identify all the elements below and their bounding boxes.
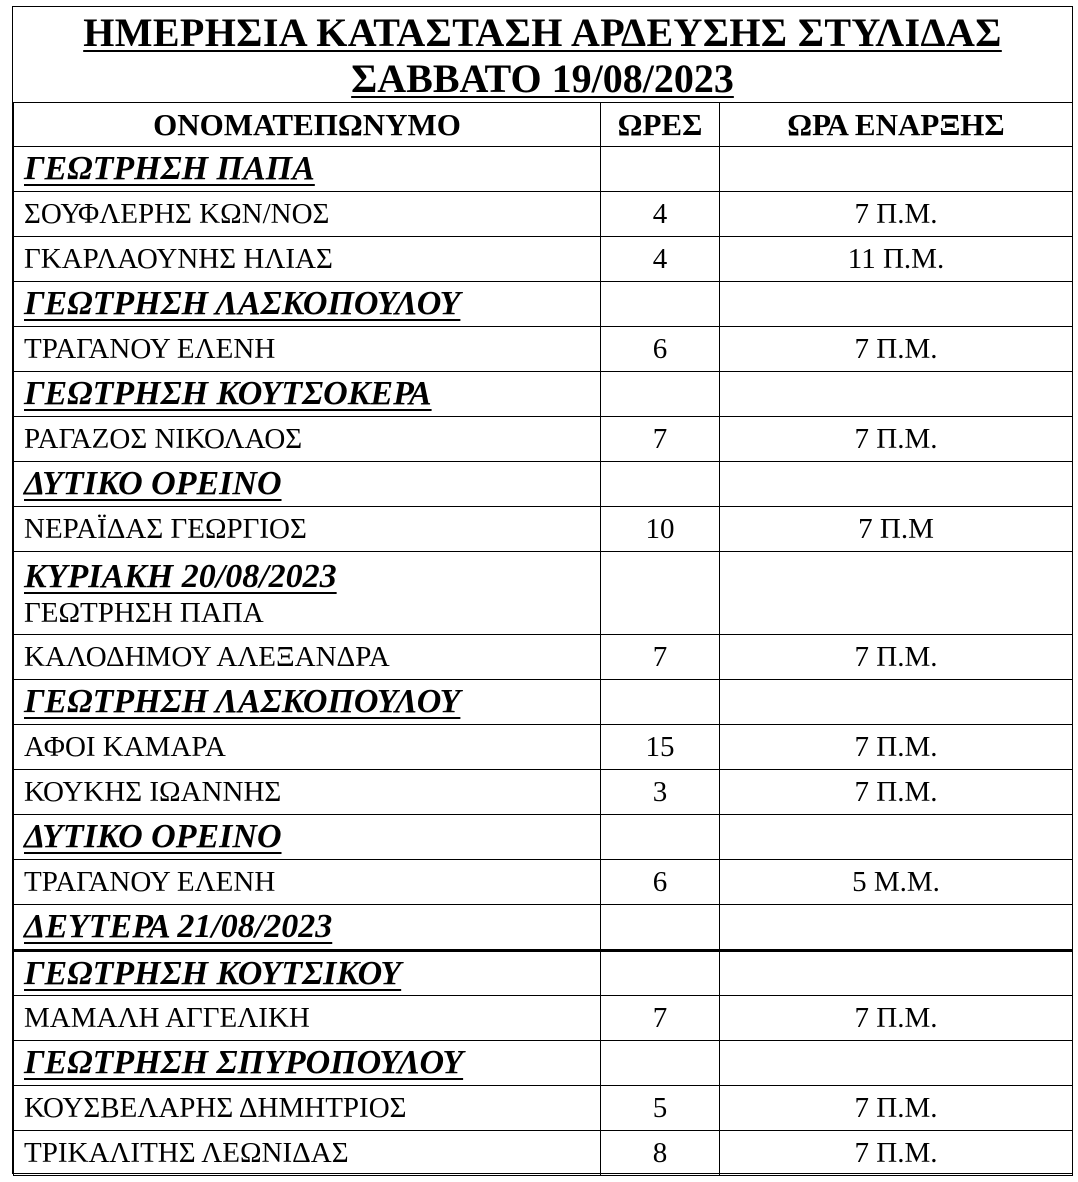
document-date: ΣΑΒΒΑΤΟ 19/08/2023 — [351, 56, 734, 101]
hours-value: 8 — [601, 1131, 720, 1176]
start-time-value: 7 Π.Μ. — [720, 1086, 1073, 1131]
section-title: ΓΕΩΤΡΗΣΗ ΛΑΣΚΟΠΟΥΛΟΥ — [24, 683, 461, 720]
section-row — [14, 680, 1073, 725]
table-row — [14, 635, 1073, 680]
section-title: ΔΥΤΙΚΟ ΟΡΕΙΝΟ — [24, 818, 282, 855]
section-title: ΔΥΤΙΚΟ ΟΡΕΙΝΟ — [24, 465, 282, 502]
hours-value: 7 — [601, 996, 720, 1041]
person-name: ΤΡΑΓΑΝΟΥ ΕΛΕΝΗ — [14, 860, 601, 905]
schedule-table — [13, 102, 1073, 1176]
start-time-value: 11 Π.Μ. — [720, 237, 1073, 282]
start-time-value: 7 Π.Μ. — [720, 635, 1073, 680]
table-row — [14, 1131, 1073, 1176]
section-row — [14, 147, 1073, 192]
person-name: ΤΡΑΓΑΝΟΥ ΕΛΕΝΗ — [14, 327, 601, 372]
section-title: ΓΕΩΤΡΗΣΗ ΛΑΣΚΟΠΟΥΛΟΥ — [24, 285, 461, 322]
column-header-name: ΟΝΟΜΑΤΕΠΩΝΥΜΟ — [14, 103, 601, 147]
person-name: ΣΟΥΦΛΕΡΗΣ ΚΩΝ/ΝΟΣ — [14, 192, 601, 237]
day-section-row — [14, 905, 1073, 951]
day-title: ΚΥΡΙΑΚΗ 20/08/2023 — [24, 558, 337, 595]
day-title: ΔΕΥΤΕΡΑ 21/08/2023 — [24, 908, 333, 945]
section-title: ΓΕΩΤΡΗΣΗ ΚΟΥΤΣΙΚΟΥ — [24, 954, 402, 992]
day-section-row — [14, 552, 1073, 635]
hours-value: 7 — [601, 417, 720, 462]
hours-value: 3 — [601, 770, 720, 815]
table-row — [14, 770, 1073, 815]
start-time-value: 7 Π.Μ. — [720, 996, 1073, 1041]
start-time-value: 7 Π.Μ — [720, 507, 1073, 552]
person-name: ΜΑΜΑΛΗ ΑΓΓΕΛΙΚΗ — [14, 996, 601, 1041]
hours-value: 4 — [601, 237, 720, 282]
document-title: ΗΜΕΡΗΣΙΑ ΚΑΤΑΣΤΑΣΗ ΑΡΔΕΥΣΗΣ ΣΤΥΛΙΔΑΣ — [83, 10, 1002, 55]
table-row — [14, 507, 1073, 552]
section-row — [14, 372, 1073, 417]
person-name: ΓΚΑΡΛΑΟΥΝΗΣ ΗΛΙΑΣ — [14, 237, 601, 282]
table-header-row — [14, 103, 1073, 147]
section-title: ΓΕΩΤΡΗΣΗ ΣΠΥΡΟΠΟΥΛΟΥ — [24, 1044, 464, 1081]
person-name: ΚΟΥΣΒΕΛΑΡΗΣ ΔΗΜΗΤΡΙΟΣ — [14, 1086, 601, 1131]
person-name: ΚΟΥΚΗΣ ΙΩΑΝΝΗΣ — [14, 770, 601, 815]
person-name: ΡΑΓΑΖΟΣ ΝΙΚΟΛΑΟΣ — [14, 417, 601, 462]
table-row — [14, 327, 1073, 372]
start-time-value: 7 Π.Μ. — [720, 192, 1073, 237]
hours-value: 15 — [601, 725, 720, 770]
start-time-value: 7 Π.Μ. — [720, 327, 1073, 372]
table-row — [14, 192, 1073, 237]
person-name: ΤΡΙΚΑΛΙΤΗΣ ΛΕΩΝΙΔΑΣ — [14, 1131, 601, 1176]
section-row — [14, 815, 1073, 860]
person-name: ΚΑΛΟΔΗΜΟΥ ΑΛΕΞΑΝΔΡΑ — [14, 635, 601, 680]
section-title: ΓΕΩΤΡΗΣΗ ΚΟΥΤΣΟΚΕΡΑ — [24, 375, 432, 412]
table-row — [14, 860, 1073, 905]
hours-value: 10 — [601, 507, 720, 552]
start-time-value: 5 Μ.Μ. — [720, 860, 1073, 905]
column-header-hours: ΩΡΕΣ — [601, 103, 720, 147]
start-time-value: 7 Π.Μ. — [720, 417, 1073, 462]
hours-value: 7 — [601, 635, 720, 680]
start-time-value: 7 Π.Μ. — [720, 725, 1073, 770]
table-row — [14, 1086, 1073, 1131]
person-name: ΝΕΡΑΪΔΑΣ ΓΕΩΡΓΙΟΣ — [14, 507, 601, 552]
hours-value: 5 — [601, 1086, 720, 1131]
hours-value: 6 — [601, 327, 720, 372]
section-row — [14, 1041, 1073, 1086]
hours-value: 6 — [601, 860, 720, 905]
irrigation-schedule-sheet — [12, 6, 1073, 1174]
column-header-start-time: ΩΡΑ ΕΝΑΡΞΗΣ — [720, 103, 1073, 147]
section-row — [14, 282, 1073, 327]
section-row — [14, 951, 1073, 996]
section-row — [14, 462, 1073, 507]
table-row — [14, 996, 1073, 1041]
table-row — [14, 237, 1073, 282]
table-row — [14, 417, 1073, 462]
person-name: ΑΦΟΙ ΚΑΜΑΡΑ — [14, 725, 601, 770]
section-title: ΓΕΩΤΡΗΣΗ ΠΑΠΑ — [24, 150, 315, 187]
start-time-value: 7 Π.Μ. — [720, 770, 1073, 815]
table-row — [14, 725, 1073, 770]
start-time-value: 7 Π.Μ. — [720, 1131, 1073, 1176]
section-subtitle: ΓΕΩΤΡΗΣΗ ΠΑΠΑ — [24, 597, 264, 629]
hours-value: 4 — [601, 192, 720, 237]
